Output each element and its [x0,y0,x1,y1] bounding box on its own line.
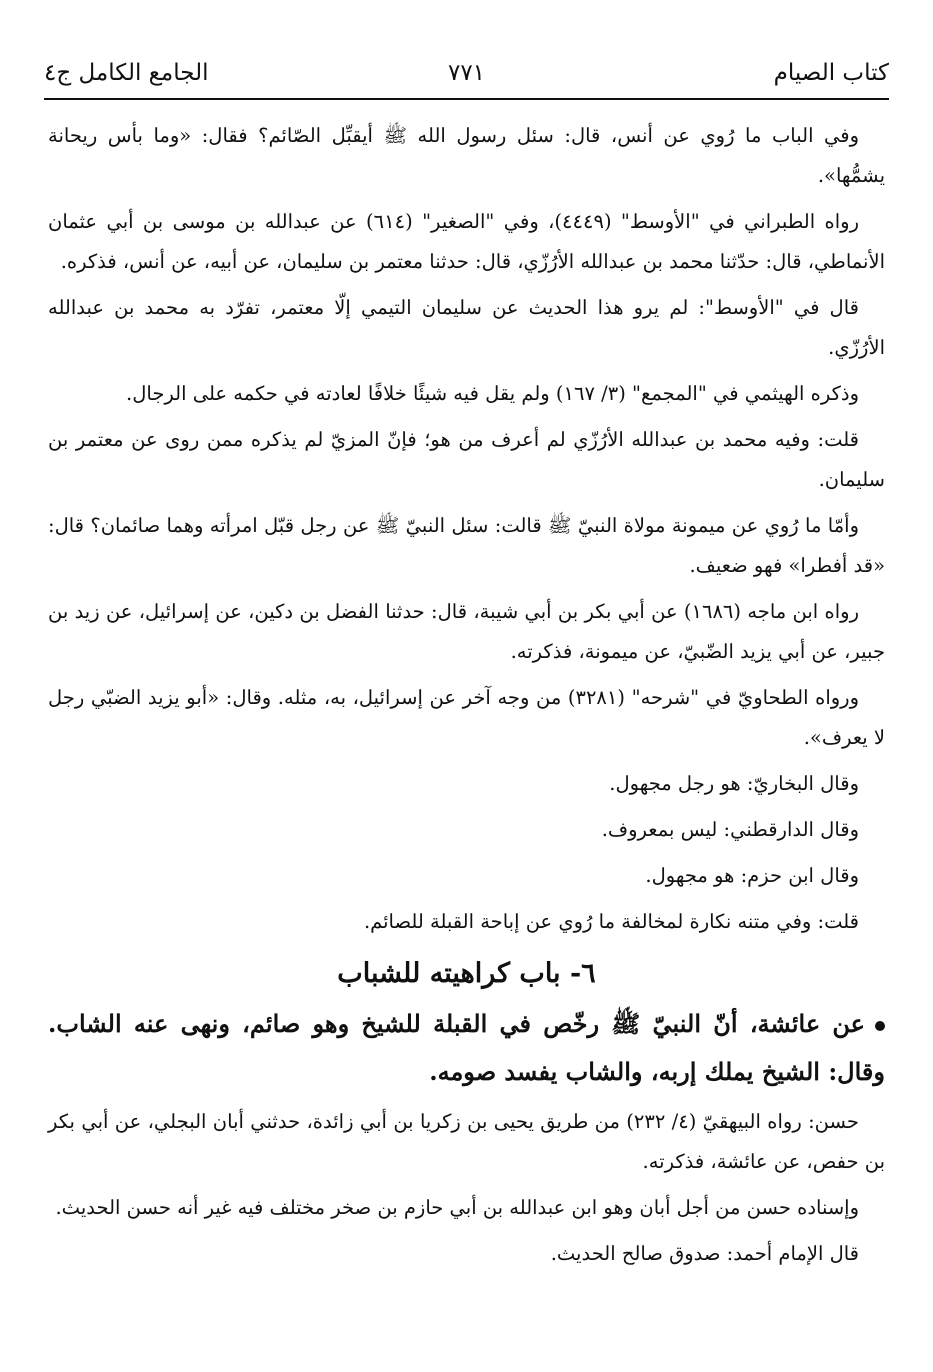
paragraph: وذكره الهيثمي في "المجمع" (٣/ ١٦٧) ولم يقل فيه شيئًا خلافًا لعادته في حكمه على الرجال. [126,382,859,405]
bullet-icon [875,1021,885,1031]
main-hadith [48,1000,885,1096]
page-header [44,52,889,100]
paragraph: وفي الباب ما رُوي عن أنس، قال: سئل رسول الله ﷺ أيقبِّل الصّائم؟ فقال: «وما بأس ريحانة يشمُّها». [48,124,885,187]
paragraph: رواه ابن ماجه (١٦٨٦) عن أبي بكر بن أبي شيبة، قال: حدثنا الفضل بن دكين، عن إسرائيل، عن زيد بن جبير، عن أبي يزيد الضّبيّ، عن ميمونة، فذكرته. [48,600,885,663]
paragraph: وقال البخاريّ: هو رجل مجهول. [609,772,859,795]
commentary-paragraph: قال الإمام أحمد: صدوق صالح الحديث. [550,1242,859,1265]
paragraph: رواه الطبراني في "الأوسط" (٤٤٤٩)، وفي "الصغير" (٦١٤) عن عبدالله بن موسى بن أبي عثمان الأنماطي، قال: حدّثنا محمد بن عبدالله الأرُزّي، قال: حدثنا معتمر بن سليمان، عن أبيه، عن أنس، فذكره. [48,210,885,273]
paragraph: ورواه الطحاويّ في "شرحه" (٣٢٨١) من وجه آخر عن إسرائيل، به، مثله. وقال: «أبو يزيد الضبّي رجل لا يعرف». [48,686,885,749]
main-hadith-text: عن عائشة، أنّ النبيّ ﷺ رخّص في القبلة للشيخ وهو صائم، ونهى عنه الشاب. وقال: الشيخ يملك إربه، والشاب يفسد صومه. [48,1009,885,1086]
paragraph: وأمّا ما رُوي عن ميمونة مولاة النبيّ ﷺ قالت: سئل النبيّ ﷺ عن رجل قبّل امرأته وهما صائمان؟ قال: «قد أفطرا» فهو ضعيف. [48,514,885,577]
commentary-paragraph: حسن: رواه البيهقيّ (٤/ ٢٣٢) من طريق يحيى بن زكريا بن أبي زائدة، حدثني أبان البجلي، عن أبي بكر بن حفص، عن عائشة، فذكرته. [48,1110,885,1173]
page-body [48,116,885,1280]
paragraph: وقال الدارقطني: ليس بمعروف. [601,818,859,841]
section-heading: ٦- باب كراهيته للشباب [337,958,596,989]
book-title: كتاب الصيام [773,60,889,86]
commentary-paragraph: وإسناده حسن من أجل أبان وهو ابن عبدالله بن أبي حازم بن صخر مختلف فيه غير أنه حسن الحديث. [55,1196,859,1219]
paragraph: قلت: وفي متنه نكارة لمخالفة ما رُوي عن إباحة القبلة للصائم. [363,910,859,933]
volume-title: الجامع الكامل ج٤ [44,60,209,86]
page-number: ٧٧١ [447,60,486,86]
paragraph: وقال ابن حزم: هو مجهول. [645,864,859,887]
paragraph: قلت: وفيه محمد بن عبدالله الأرُزّي لم أعرف من هو؛ فإنّ المزيّ لم يذكره ممن روى عن معتمر بن سليمان. [48,428,885,491]
paragraph: قال في "الأوسط": لم يرو هذا الحديث عن سليمان التيمي إلّا معتمر، تفرّد به محمد بن عبدالله الأرُزّي. [48,296,885,359]
